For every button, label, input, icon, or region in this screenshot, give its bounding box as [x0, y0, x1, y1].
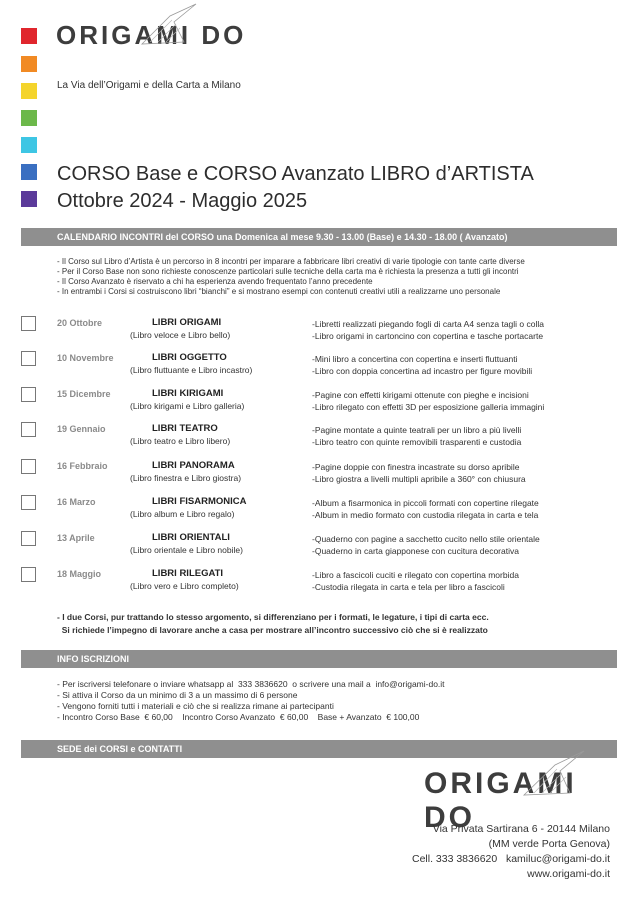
note-line: - I due Corsi, pur trattando lo stesso argomento, si differenziano per i formati, le legature, i tipi di carta ecc. [57, 612, 489, 622]
contact-phone-email[interactable]: Cell. 333 3836620 kamiluc@origami-do.it [411, 853, 610, 865]
origami-do-logo [56, 20, 246, 51]
color-swatch-orange [21, 56, 37, 72]
info-bullets [57, 679, 445, 723]
color-swatch-red [21, 28, 37, 44]
session-subtitle: (Libro finestra e Libro giostra) [130, 473, 242, 483]
session-description [312, 318, 544, 342]
session-desc-line: -Pagine montate a quinte teatrali per un libro a più livelli [312, 425, 522, 435]
info-bullet: - Incontro Corso Base € 60,00 Incontro Corso Avanzato € 60,00 Base + Avanzato € 100,00 [57, 712, 420, 722]
contact-website-link[interactable]: www.origami-do.it [527, 868, 610, 880]
session-topic: LIBRI TEATRO [152, 423, 218, 434]
color-swatch-green [21, 110, 37, 126]
session-checkbox[interactable] [21, 387, 36, 402]
session-subtitle: (Libro fluttuante e Libro incastro) [130, 365, 253, 375]
session-date: 16 Marzo [57, 497, 96, 507]
session-subtitle: (Libro album e Libro regalo) [130, 509, 235, 519]
session-subtitle: (Libro teatro e Libro libero) [130, 436, 231, 446]
session-topic: LIBRI FISARMONICA [152, 496, 247, 507]
session-desc-line: -Quaderno con pagine a sacchetto cucito nello stile orientale [312, 534, 540, 544]
session-date: 19 Gennaio [57, 424, 106, 434]
contact-metro: (MM verde Porta Genova) [488, 838, 610, 850]
session-checkbox[interactable] [21, 351, 36, 366]
session-checkbox[interactable] [21, 459, 36, 474]
session-topic: LIBRI PANORAMA [152, 460, 235, 471]
session-description [312, 424, 521, 448]
session-row [0, 531, 636, 565]
color-swatch-blue [21, 164, 37, 180]
session-topic: LIBRI ORIGAMI [152, 317, 222, 328]
info-bar: INFO ISCRIZIONI [21, 650, 617, 668]
origami-crane-icon [140, 2, 200, 46]
session-topic: LIBRI KIRIGAMI [152, 388, 224, 399]
session-desc-line: -Mini libro a concertina con copertina e inserti fluttuanti [312, 354, 518, 364]
session-desc-line: -Album a fisarmonica in piccoli formati con copertine rilegate [312, 498, 539, 508]
session-description [312, 533, 540, 557]
session-date: 15 Dicembre [57, 389, 111, 399]
logo-text: ORIGAMI DO [424, 767, 577, 834]
session-topic: LIBRI OGGETTO [152, 352, 227, 363]
sede-bar: SEDE dei CORSI e CONTATTI [21, 740, 617, 758]
session-topic: LIBRI ORIENTALI [152, 532, 230, 543]
session-desc-line: -Libro rilegato con effetti 3D per esposizione galleria immagini [312, 402, 545, 412]
page-title: CORSO Base e CORSO Avanzato LIBRO d’ARTISTA [57, 163, 534, 185]
color-swatch-yellow [21, 83, 37, 99]
session-desc-line: -Libro a fascicoli cuciti e rilegato con copertina morbida [312, 570, 519, 580]
logo-text: ORIGAMI DO [56, 20, 247, 50]
session-row [0, 459, 636, 493]
session-row [0, 495, 636, 529]
course-note [57, 611, 489, 637]
session-row [0, 567, 636, 601]
session-description [312, 461, 526, 485]
calendar-bar: CALENDARIO INCONTRI del CORSO una Domenica al mese 9.30 - 13.00 (Base) e 14.30 - 18.00 ( Avanzato) [21, 228, 617, 246]
session-description [312, 353, 532, 377]
session-checkbox[interactable] [21, 316, 36, 331]
session-desc-line: -Album in medio formato con custodia rilegata in carta e tela [312, 510, 539, 520]
session-date: 18 Maggio [57, 569, 102, 579]
note-line: Si richiede l’impegno di lavorare anche a casa per mostrare all’incontro successivo ciò che si è realizzato [57, 625, 488, 635]
session-date: 16 Febbraio [57, 461, 108, 471]
page-subtitle: Ottobre 2024 - Maggio 2025 [57, 190, 308, 212]
info-bullet: - Per iscriversi telefonare o inviare whatsapp al 333 3836620 o scrivere una mail a info@origami-do.it [57, 679, 445, 689]
intro-bullet: - Per il Corso Base non sono richieste conoscenze particolari sulle tecniche della carta ma è richiesta la presenza a tutti gli incontri [57, 267, 519, 276]
session-checkbox[interactable] [21, 495, 36, 510]
session-desc-line: -Libretti realizzati piegando fogli di carta A4 senza tagli o colla [312, 319, 544, 329]
session-checkbox[interactable] [21, 567, 36, 582]
session-subtitle: (Libro vero e Libro completo) [130, 581, 239, 591]
session-desc-line: -Libro con doppia concertina ad incastro per figure movibili [312, 366, 533, 376]
origami-crane-icon [522, 749, 588, 797]
session-description [312, 569, 519, 593]
session-checkbox[interactable] [21, 531, 36, 546]
session-description [312, 497, 539, 521]
info-bullet: - Vengono forniti tutti i materiali e ciò che si realizza rimane ai partecipanti [57, 701, 334, 711]
session-desc-line: -Pagine con effetti kirigami ottenute con pieghe e incisioni [312, 390, 529, 400]
session-description [312, 389, 544, 413]
intro-bullet: - Il Corso sul Libro d’Artista è un percorso in 8 incontri per imparare a fabbricare libri creativi di varie tipologie con tante carte diverse [57, 257, 525, 266]
session-date: 10 Novembre [57, 353, 114, 363]
session-topic: LIBRI RILEGATI [152, 568, 224, 579]
session-row [0, 387, 636, 421]
color-swatch-purple [21, 191, 37, 207]
session-desc-line: -Libro teatro con quinte removibili trasparenti e custodia [312, 437, 522, 447]
session-row [0, 316, 636, 350]
session-row [0, 351, 636, 385]
session-date: 20 Ottobre [57, 318, 103, 328]
info-bullet: - Si attiva il Corso da un minimo di 3 a un massimo di 6 persone [57, 690, 298, 700]
intro-bullet: - Il Corso Avanzato è riservato a chi ha esperienza avendo frequentato l’anno precedente [57, 277, 373, 286]
session-subtitle: (Libro orientale e Libro nobile) [130, 545, 243, 555]
session-subtitle: (Libro kirigami e Libro galleria) [130, 401, 245, 411]
session-desc-line: -Quaderno in carta giapponese con cucitura decorativa [312, 546, 519, 556]
intro-bullet: - In entrambi i Corsi si costruiscono libri “bianchi” e si mostrano esempi con contenuti creativi utili a realizzarne uno personale [57, 287, 501, 296]
session-desc-line: -Libro giostra a livelli multipli apribile a 360° con chiusura [312, 474, 526, 484]
contact-address: Via Privata Sartirana 6 - 20144 Milano [432, 823, 610, 835]
contact-block [412, 822, 610, 882]
session-row [0, 422, 636, 456]
session-subtitle: (Libro veloce e Libro bello) [130, 330, 231, 340]
session-date: 13 Aprile [57, 533, 95, 543]
session-desc-line: -Custodia rilegata in carta e tela per libro a fascicoli [312, 582, 505, 592]
session-desc-line: -Pagine doppie con finestra incastrate su dorso apribile [312, 462, 520, 472]
session-checkbox[interactable] [21, 422, 36, 437]
session-desc-line: -Libro origami in cartoncino con copertina e tasche portacarte [312, 331, 544, 341]
tagline: La Via dell’Origami e della Carta a Milano [57, 80, 241, 91]
color-swatch-cyan [21, 137, 37, 153]
intro-bullets [57, 257, 525, 297]
